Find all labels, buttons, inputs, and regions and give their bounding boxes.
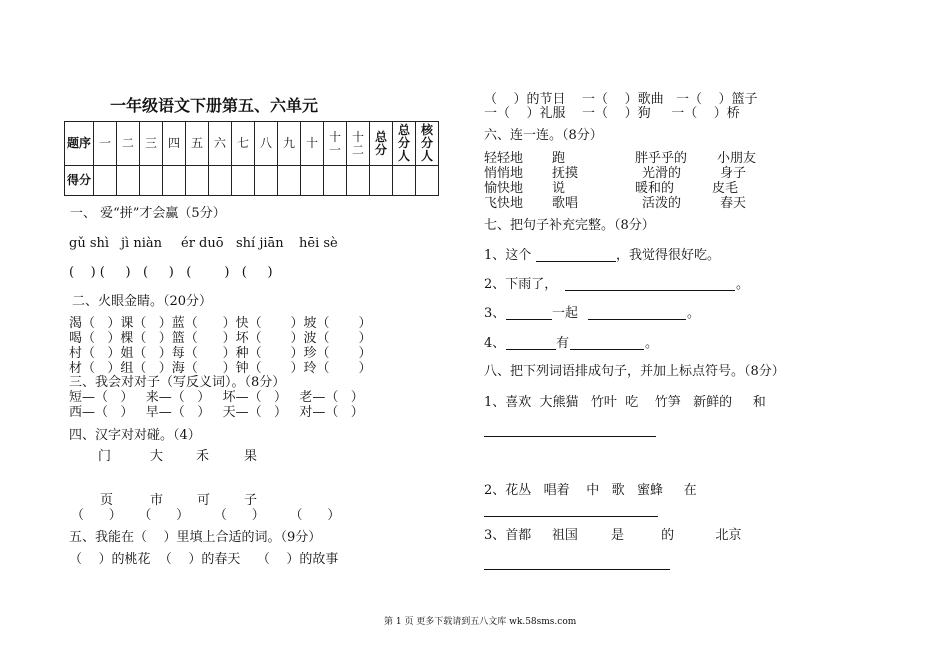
score-table <box>64 121 439 196</box>
sentence-2-blank[interactable] <box>565 290 735 291</box>
pinyin-item: shí jiān <box>236 236 284 251</box>
header-cell: 二 <box>117 122 140 166</box>
sentence-4-blank-a[interactable] <box>506 349 556 350</box>
header-cell: 十 <box>301 122 324 166</box>
section-1-heading: 一、 爱“拼”才会赢（5分） <box>70 206 226 221</box>
sentence-2-prefix: 2、下雨了， <box>484 277 558 292</box>
header-cell: 七 <box>232 122 255 166</box>
match-left-adverb[interactable]: 轻轻地 <box>484 151 524 166</box>
character-row: 渴（ ）课（ ）蓝（ ）快（ ）坡（ ） <box>69 316 372 331</box>
sentence-3-suffix: 。 <box>687 306 701 321</box>
antonym-row: 短—（ ） 来—（ ） 坏—（ ） 老—（ ） <box>69 390 364 405</box>
match-left-adverb[interactable]: 愉快地 <box>484 181 524 196</box>
reorder-answer-line-3[interactable] <box>484 569 670 570</box>
sentence-4-suffix: 。 <box>645 336 659 351</box>
score-cell[interactable] <box>140 166 163 196</box>
score-table-score-row <box>65 166 439 196</box>
match-right-adjective[interactable]: 胖乎乎的 <box>635 151 688 166</box>
character-row: 村（ ）姐（ ）每（ ）种（ ）珍（ ） <box>69 346 372 361</box>
sentence-4-middle: 有 <box>556 336 570 351</box>
match-right-noun[interactable]: 皮毛 <box>712 181 739 196</box>
header-cell: 四 <box>163 122 186 166</box>
sentence-3-blank-b[interactable] <box>588 319 686 320</box>
character-row: 材（ ）组（ ）海（ ）钟（ ）玲（ ） <box>69 361 372 376</box>
match-left-adverb[interactable]: 飞快地 <box>484 196 524 211</box>
header-cell: 一 <box>94 122 117 166</box>
pinyin-item: hēi sè <box>299 236 338 251</box>
match-left-adverb[interactable]: 悄悄地 <box>484 166 524 181</box>
char-answer-blanks[interactable]: （ ） （ ） （ ） （ ） <box>71 508 341 523</box>
sentence-3-prefix: 3、 <box>484 306 506 321</box>
char-item: 果 <box>244 449 258 464</box>
pinyin-answer-blanks[interactable]: ( ) ( ) ( ) ( ) ( ) <box>69 265 273 280</box>
score-label-cell: 得分 <box>65 166 94 196</box>
score-cell[interactable] <box>232 166 255 196</box>
score-cell[interactable] <box>301 166 324 196</box>
character-row: 喝（ ）棵（ ）篮（ ）坏（ ）波（ ） <box>69 331 372 346</box>
match-right-noun[interactable]: 春天 <box>720 196 747 211</box>
header-cell: 核分人 <box>416 122 439 166</box>
header-cell: 三 <box>140 122 163 166</box>
char-item: 门 <box>98 449 112 464</box>
section-6-heading: 六、连一连。（8分） <box>484 128 603 143</box>
pinyin-item: jì niàn <box>121 236 162 251</box>
section-2-heading: 二、火眼金睛。（20分） <box>72 294 213 309</box>
sentence-3-blank-a[interactable] <box>506 319 552 320</box>
header-cell: 总分 <box>370 122 393 166</box>
header-cell: 十二 <box>347 122 370 166</box>
match-left-verb[interactable]: 歌唱 <box>552 196 579 211</box>
score-cell[interactable] <box>370 166 393 196</box>
page-footer: 第 1 页 更多下载请到五八文库 wk.58sms.com <box>384 617 577 627</box>
score-cell[interactable] <box>94 166 117 196</box>
section-4-heading: 四、汉字对对碰。（4） <box>69 428 201 443</box>
section-5-heading: 五、我能在（ ）里填上合适的词。（9分） <box>69 530 322 545</box>
reorder-answer-line-2[interactable] <box>484 516 658 517</box>
score-cell[interactable] <box>416 166 439 196</box>
fill-word-line: （ ）的桃花 （ ）的春天 （ ）的故事 <box>69 552 339 567</box>
sentence-2-suffix: 。 <box>736 277 750 292</box>
match-left-verb[interactable]: 抚摸 <box>552 166 579 181</box>
score-cell[interactable] <box>163 166 186 196</box>
score-cell[interactable] <box>255 166 278 196</box>
match-right-noun[interactable]: 身子 <box>720 166 747 181</box>
sentence-1-suffix: ，我觉得很好吃。 <box>616 248 721 263</box>
char-item: 可 <box>197 493 211 508</box>
fill-word-line: （ ）的节日 一（ ）歌曲 一（ ）篮子 <box>484 92 758 107</box>
header-cell: 五 <box>186 122 209 166</box>
sentence-1-prefix: 1、这个 <box>484 248 532 263</box>
section-3-heading: 三、我会对对子（写反义词）。（8分） <box>69 375 286 390</box>
match-right-adjective[interactable]: 光滑的 <box>642 166 682 181</box>
score-cell[interactable] <box>324 166 347 196</box>
score-cell[interactable] <box>186 166 209 196</box>
reorder-answer-line-1[interactable] <box>484 436 656 437</box>
page-title: 一年级语文下册第五、六单元 <box>110 96 319 115</box>
score-cell[interactable] <box>117 166 140 196</box>
section-7-heading: 七、把句子补充完整。（8分） <box>484 218 655 233</box>
reorder-question-2: 2、花丛 唱着 中 歌 蜜蜂 在 <box>484 483 697 498</box>
fill-word-line: 一（ ）礼服 一（ ）狗 一（ ）桥 <box>484 106 740 121</box>
reorder-question-3: 3、首都 祖国 是 的 北京 <box>484 528 742 543</box>
score-cell[interactable] <box>209 166 232 196</box>
sentence-4-blank-b[interactable] <box>570 349 644 350</box>
header-cell: 十一 <box>324 122 347 166</box>
header-cell: 九 <box>278 122 301 166</box>
pinyin-item: ér duō <box>181 236 224 251</box>
header-cell: 总分人 <box>393 122 416 166</box>
match-left-verb[interactable]: 说 <box>552 181 566 196</box>
char-item: 市 <box>150 493 164 508</box>
char-item: 禾 <box>196 449 210 464</box>
pinyin-item: gǔ shì <box>69 236 110 251</box>
char-item: 页 <box>100 493 114 508</box>
reorder-question-1: 1、喜欢 大熊猫 竹叶 吃 竹笋 新鲜的 和 <box>484 395 766 410</box>
score-cell[interactable] <box>347 166 370 196</box>
score-cell[interactable] <box>278 166 301 196</box>
antonym-row: 西—（ ） 早—（ ） 天—（ ） 对—（ ） <box>69 405 364 420</box>
header-cell: 六 <box>209 122 232 166</box>
match-right-adjective[interactable]: 暖和的 <box>635 181 675 196</box>
match-right-adjective[interactable]: 活泼的 <box>642 196 682 211</box>
section-8-heading: 八、把下列词语排成句子，并加上标点符号。（8分） <box>484 364 785 379</box>
sentence-1-blank[interactable] <box>536 261 616 262</box>
sentence-3-middle: 一起 <box>552 306 579 321</box>
score-cell[interactable] <box>393 166 416 196</box>
match-left-verb[interactable]: 跑 <box>552 151 566 166</box>
char-item: 大 <box>150 449 164 464</box>
char-item: 子 <box>244 493 258 508</box>
score-table-header-row <box>65 122 439 166</box>
sentence-4-prefix: 4、 <box>484 336 506 351</box>
header-cell: 题序 <box>65 122 94 166</box>
header-cell: 八 <box>255 122 278 166</box>
match-right-noun[interactable]: 小朋友 <box>717 151 757 166</box>
